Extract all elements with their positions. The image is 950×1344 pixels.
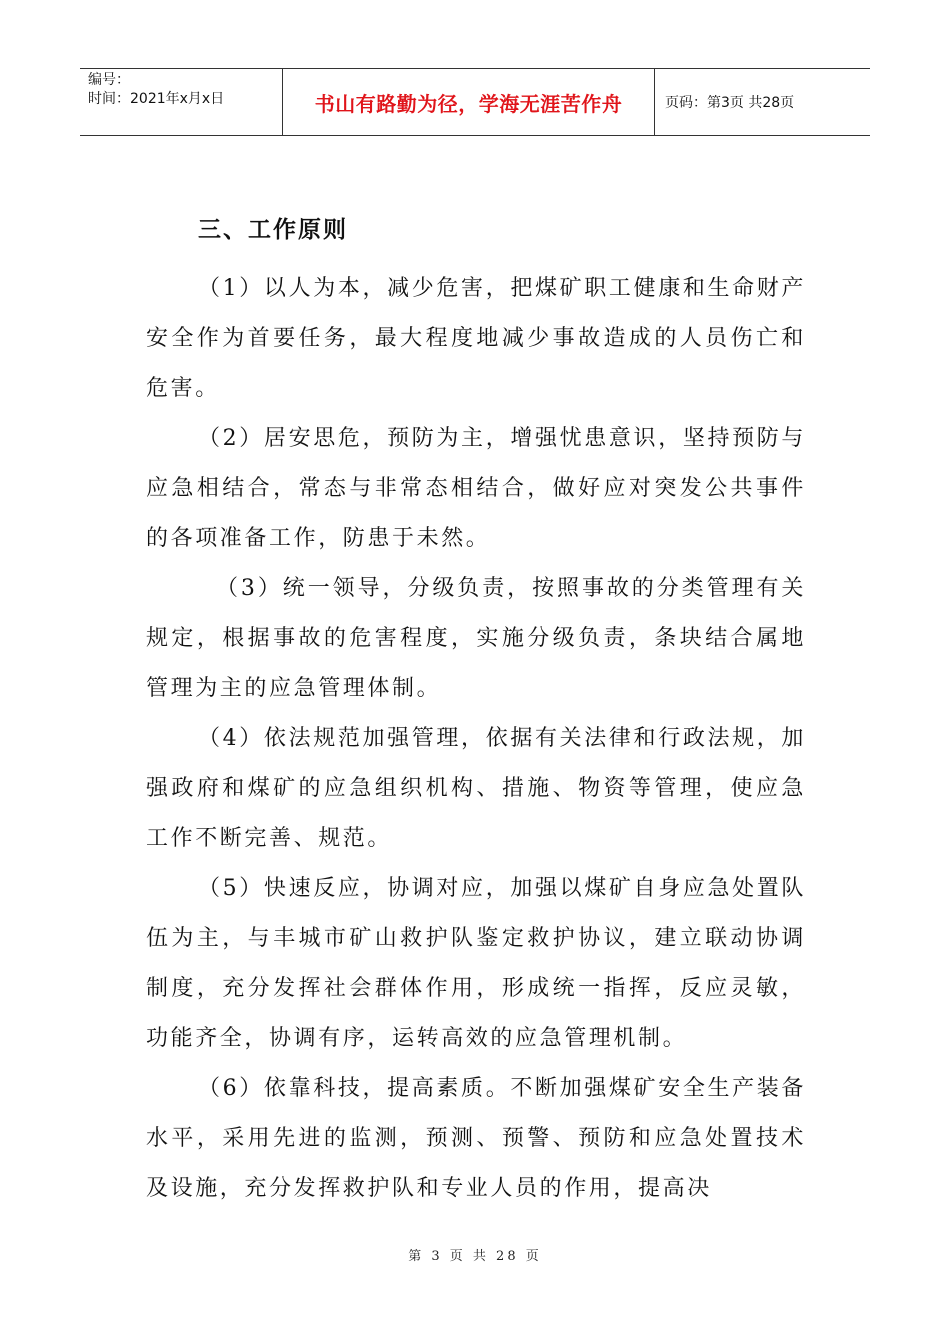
paragraph-2: （2）居安思危，预防为主，增强忧患意识，坚持预防与应急相结合，常态与非常态相结合，做好应对突发公共事件的各项准备工作，防患于未然。	[146, 426, 806, 551]
paragraph-4: （4）依法规范加强管理，依据有关法律和行政法规，加强政府和煤矿的应急组织机构、措施、物资等管理，使应急工作不断完善、规范。	[146, 726, 806, 851]
page-header	[80, 68, 870, 136]
header-meta	[80, 69, 283, 135]
header-page-info: 页码：第3页 共28页	[665, 95, 795, 111]
header-number-label: 编号：	[88, 72, 130, 88]
paragraph-6: （6）依靠科技，提高素质。不断加强煤矿安全生产装备水平，采用先进的监测，预测、预警、预防和应急处置技术及设施，充分发挥救护队和专业人员的作用，提高决	[146, 1076, 806, 1201]
paragraph-3: （3）统一领导，分级负责，按照事故的分类管理有关规定，根据事故的危害程度，实施分级负责，条块结合属地管理为主的应急管理体制。	[146, 576, 806, 701]
section-heading: 三、工作原则	[198, 217, 348, 243]
header-motto: 书山有路勤为径，学海无涯苦作舟	[283, 69, 655, 135]
header-time-label: 时间：2021年x月x日	[88, 91, 225, 107]
page-footer: 第 3 页 共 28 页	[408, 1249, 542, 1264]
document-body	[146, 210, 806, 1214]
paragraph-1: （1）以人为本，减少危害，把煤矿职工健康和生命财产安全作为首要任务，最大程度地减少事故造成的人员伤亡和危害。	[146, 276, 806, 401]
paragraph-5: （5）快速反应，协调对应，加强以煤矿自身应急处置队伍为主，与丰城市矿山救护队鉴定救护协议，建立联动协调制度，充分发挥社会群体作用，形成统一指挥，反应灵敏，功能齐全，协调有序，运转高效的应急管理机制。	[146, 876, 806, 1051]
